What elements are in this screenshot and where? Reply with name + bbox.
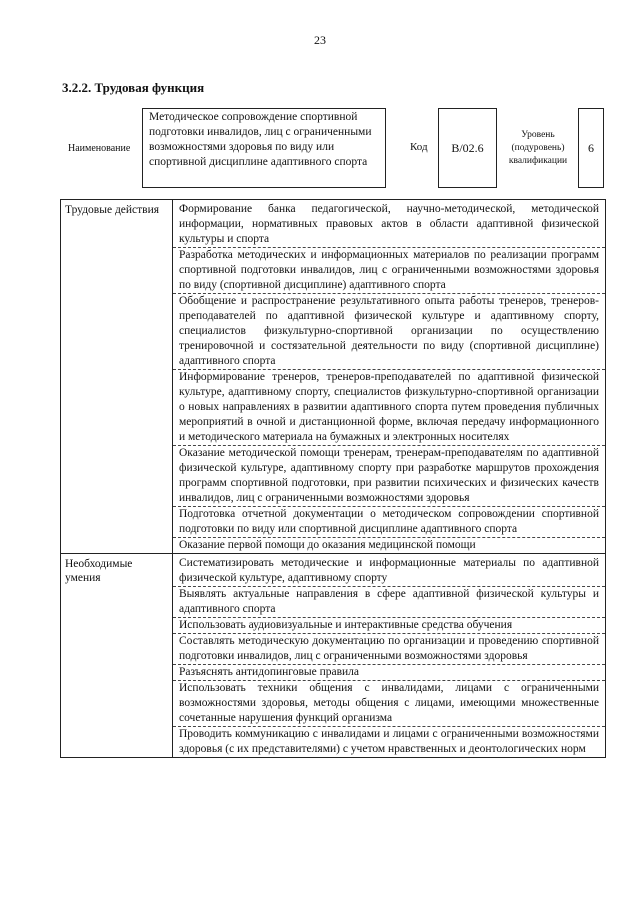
section-row-labor-actions [61, 200, 606, 554]
section-label: Необходимые умения [61, 554, 173, 758]
table-item: Обобщение и распространение результативного опыта работы тренеров, тренеров-преподавателей по адаптивной физической культуре и адаптивному спорту, специалистов физкультурно-спортивной организации по осуществлению тренировочной и состязательной деятельности по виду (спортивной дисциплине) адаптивного спорта [173, 294, 605, 370]
function-code: B/02.6 [438, 108, 497, 188]
table-item: Выявлять актуальные направления в сфере адаптивной физической культуры и адаптивного спорта [173, 587, 605, 618]
table-item: Проводить коммуникацию с инвалидами и лицами с ограниченными возможностями здоровья (с их представителями) с учетом нравственных и деонтологических норм [179, 728, 599, 755]
table-item: Формирование банка педагогической, научно-методической, методической информации, нормативных правовых актов в области адаптивной физической культуры и спорта [173, 200, 605, 248]
section-items [173, 554, 606, 758]
section-label: Трудовые действия [61, 200, 173, 554]
table-item: Использовать аудиовизуальные и интерактивные средства обучения [173, 618, 605, 634]
name-label: Наименование [68, 143, 131, 154]
table-item: Разработка методических и информационных материалов по реализации программ спортивной подготовки инвалидов, лиц с ограниченными возможностями здоровья по виду (спортивной дисциплине) адаптивного спорта [173, 248, 605, 294]
function-table [60, 199, 606, 758]
function-name: Методическое сопровождение спортивной подготовки инвалидов, лиц с ограниченными возможностями здоровья по виду или спортивной дисциплине адаптивного спорта [142, 108, 386, 188]
section-items [173, 200, 606, 554]
code-label: Код [410, 141, 428, 153]
table-item: Разъяснять антидопинговые правила [173, 665, 605, 681]
table-item: Систематизировать методические и информационные материалы по адаптивной физической культуре, адаптивному спорту [173, 554, 605, 587]
table-item: Подготовка отчетной документации о методическом сопровождении спортивной подготовки по виду или спортивной дисциплине адаптивного спорта [173, 507, 605, 538]
qualification-level: 6 [578, 108, 604, 188]
qualification-level-label: Уровень (подуровень) квалификации [508, 130, 568, 166]
table-item: Оказание первой помощи до оказания медицинской помощи [179, 539, 476, 551]
table-item: Оказание методической помощи тренерам, тренерам-преподавателям по адаптивной физической культуре, адаптивному спорту при разработке маршрутов прохождения программ спортивной подготовки, при развитии психических и физических качеств инвалидов, лиц с ограниченными возможностями здоровья [173, 446, 605, 507]
page-number: 23 [314, 33, 326, 47]
section-title: 3.2.2. Трудовая функция [62, 80, 205, 95]
section-row-required-skills [61, 554, 606, 758]
table-item: Информирование тренеров, тренеров-преподавателей по адаптивной физической культуре, адаптивному спорту, специалистов физкультурно-спортивной организации о новых направлениях в развитии адаптивного спорта путем проведения публичных мероприятий в очной и дистанционной форме, включая передачу информационного и методического материала на бумажных и электронных носителях [173, 370, 605, 446]
table-item: Использовать техники общения с инвалидами, лицами с ограниченными возможностями здоровья, методы общения с лицами, имеющими множественные сочетанные нарушения функций организма [173, 681, 605, 727]
table-item: Составлять методическую документацию по организации и проведению спортивной подготовки инвалидов, лиц с ограниченными возможностями здоровья [173, 634, 605, 665]
